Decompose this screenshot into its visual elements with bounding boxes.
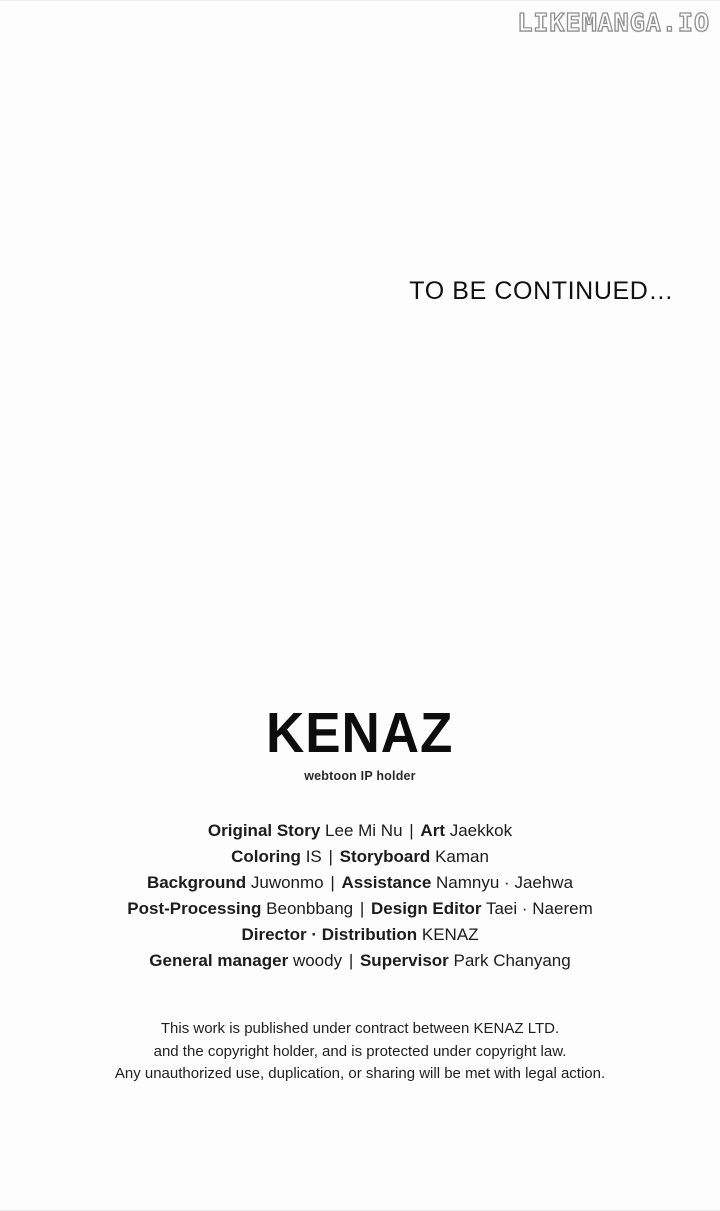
page-top-edge [0, 0, 720, 1]
credits-role: Coloring [231, 847, 301, 866]
legal-line: This work is published under contract between KENAZ LTD. [160, 1020, 560, 1037]
credits-line [0, 844, 720, 870]
credits-role: Art [420, 821, 445, 840]
credits-value: Park Chanyang [453, 951, 571, 970]
credits-role: Assistance [341, 873, 432, 892]
credits-role: Storyboard [339, 847, 431, 866]
credits-separator: | [328, 847, 333, 866]
legal-notice-block [0, 1018, 720, 1086]
credits-role: Post-Processing [127, 899, 262, 918]
credits-line [0, 922, 720, 948]
credits-value: KENAZ [421, 925, 479, 944]
credits-line [0, 870, 720, 896]
credits-role: Original Story [207, 821, 321, 840]
legal-line: and the copyright holder, and is protected under copyright law. [153, 1042, 567, 1060]
credits-separator: | [359, 899, 365, 918]
credits-role: Background [146, 873, 247, 892]
to-be-continued-text: TO BE CONTINUED… [409, 277, 674, 305]
credits-line [0, 818, 720, 844]
credits-value: Beonbbang [266, 899, 354, 918]
credits-value: Juwonmo [250, 873, 324, 892]
credits-value: Kaman [435, 847, 489, 866]
legal-line: Any unauthorized use, duplication, or sharing will be met with legal action. [114, 1065, 606, 1082]
credits-value: IS [305, 847, 322, 866]
credits-line [0, 896, 720, 922]
credits-value: Jaekkok [449, 821, 513, 840]
publisher-logo-wordmark: KENAZ [266, 701, 454, 765]
credits-role: General manager [149, 951, 289, 970]
credits-role: Supervisor [359, 951, 449, 970]
credits-separator: | [330, 873, 335, 892]
credits-block [0, 818, 720, 974]
credits-value: Taei · Naerem [485, 899, 593, 918]
credits-value: Lee Mi Nu [325, 821, 403, 840]
credits-separator: | [409, 821, 414, 840]
credits-line [0, 948, 720, 974]
credits-value: woody [292, 951, 343, 970]
publisher-logo [0, 701, 720, 783]
publisher-logo-tagline: webtoon IP holder [304, 769, 416, 783]
credits-role: Director · Distribution [241, 925, 418, 944]
credits-role: Design Editor [371, 899, 482, 918]
credits-separator: | [348, 951, 354, 970]
credits-value: Namnyu · Jaehwa [436, 873, 574, 892]
site-watermark: LIKEMANGA.IO [517, 8, 710, 37]
